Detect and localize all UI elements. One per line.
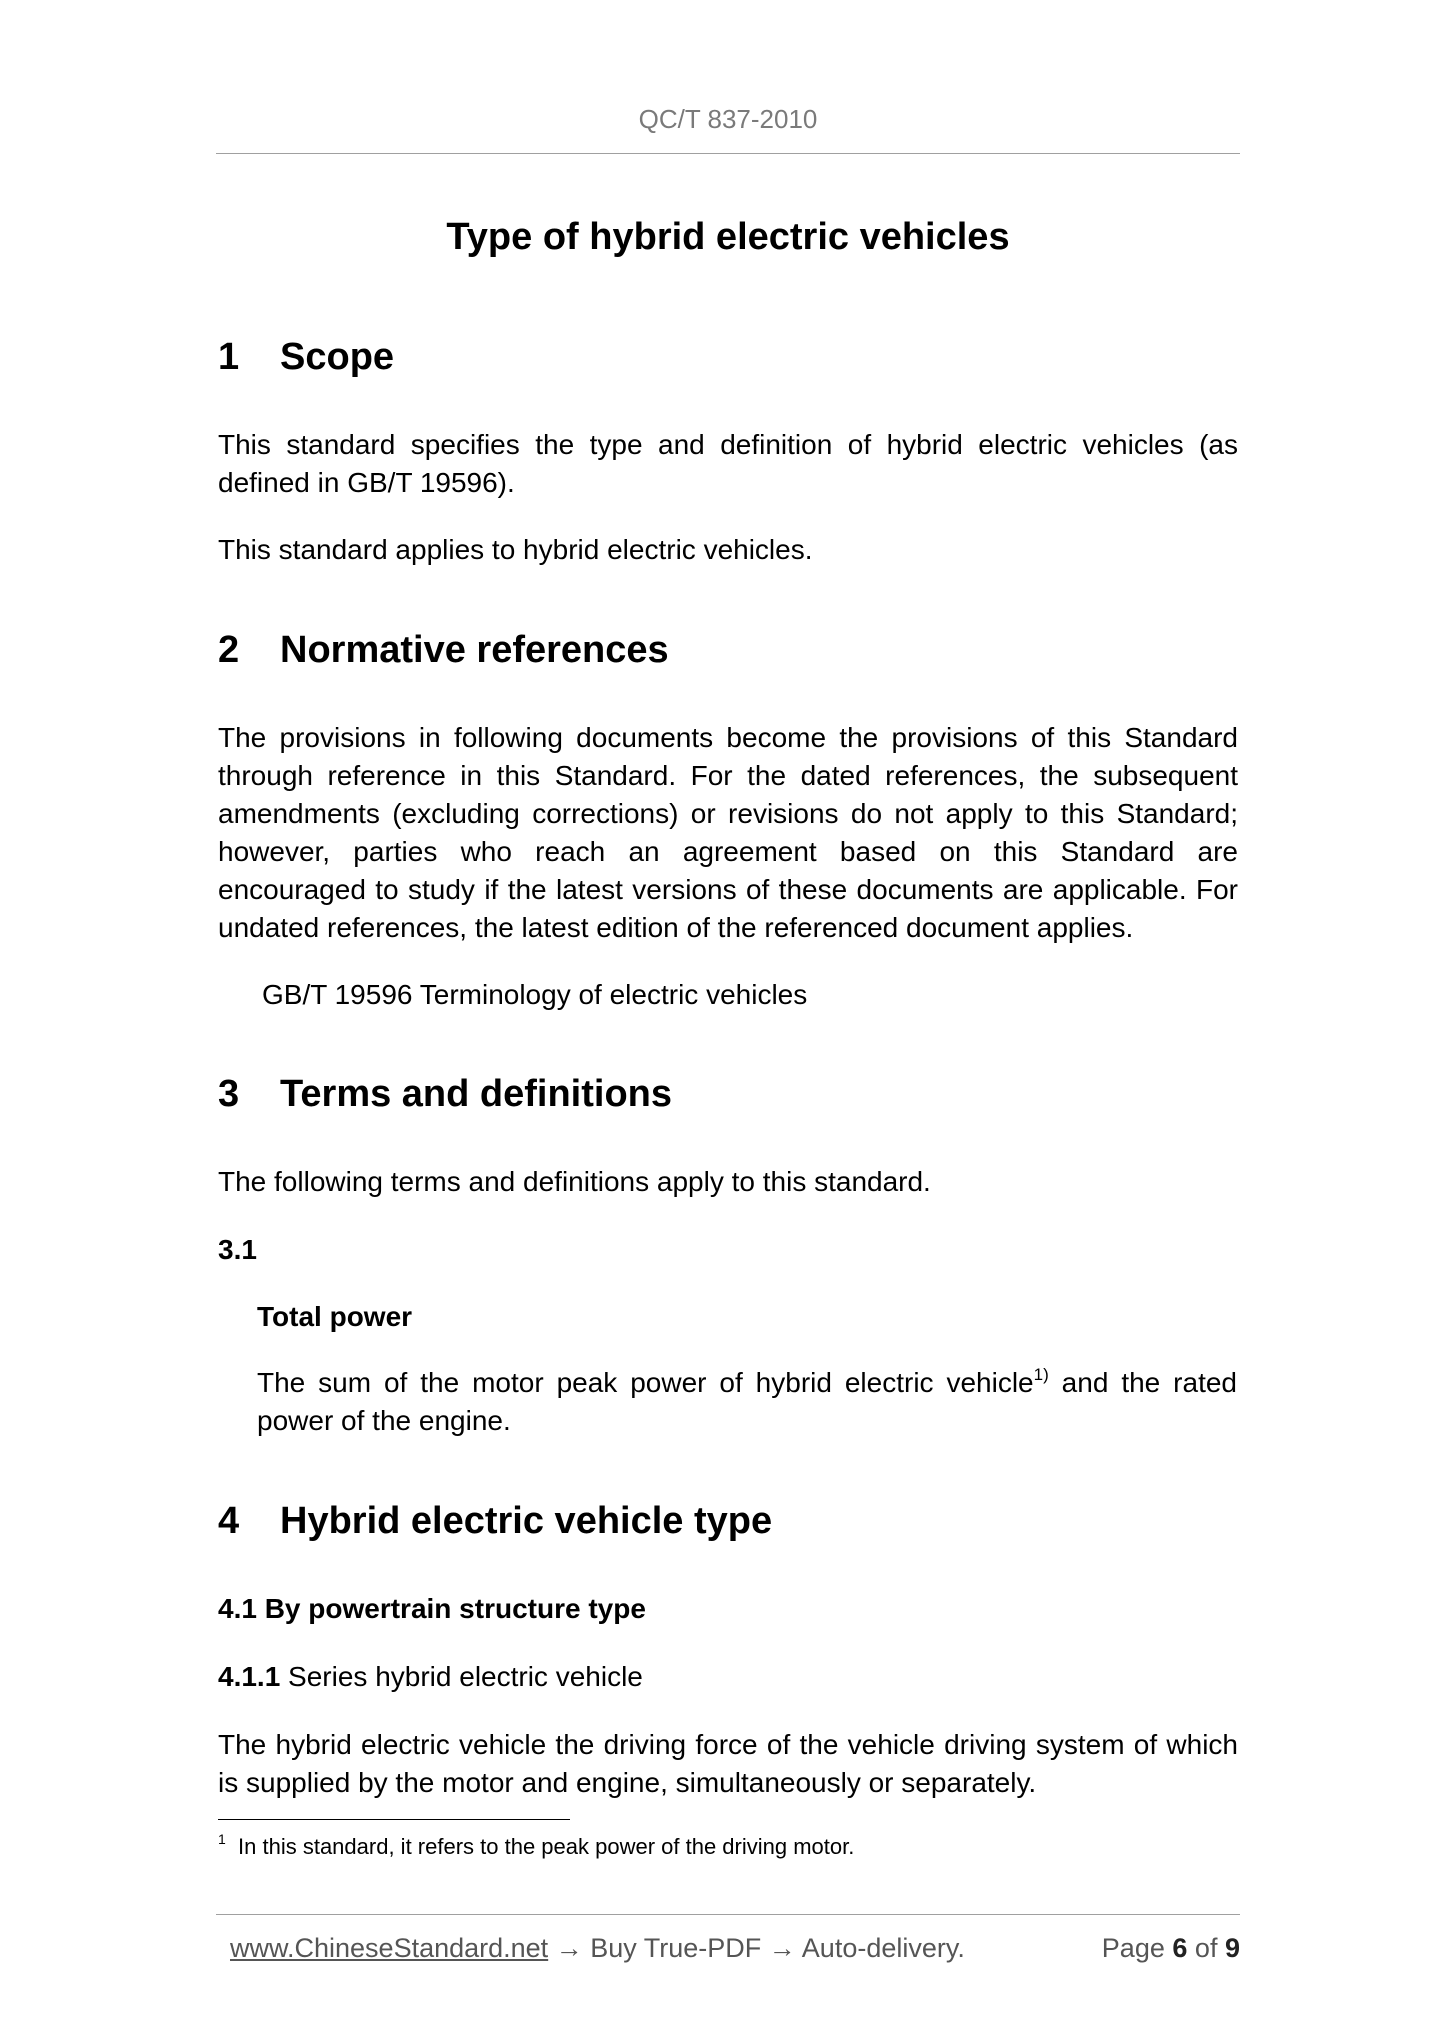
section-title: Normative references [280, 629, 669, 671]
page-indicator: Page 6 of 9 [1101, 1933, 1240, 1963]
section-title: Hybrid electric vehicle type [280, 1500, 773, 1542]
scope-paragraph-2: This standard applies to hybrid electric vehicles. [218, 534, 813, 565]
total-pages: 9 [1224, 1933, 1240, 1963]
section-4-heading [218, 1500, 772, 1543]
footer-promo [230, 1933, 965, 1964]
section-number: 1 [218, 336, 240, 378]
buy-pdf-text: Buy True-PDF [590, 1933, 762, 1963]
footer-divider [216, 1914, 1240, 1915]
reference-item: GB/T 19596 Terminology of electric vehicles [262, 979, 808, 1010]
scope-paragraph-1: This standard specifies the type and definition of hybrid electric vehicles (as defined in GB/T 19596). [218, 429, 1238, 498]
section-1-heading [218, 336, 394, 379]
current-page: 6 [1172, 1933, 1188, 1963]
section-number: 3 [218, 1073, 240, 1115]
arrow-right-icon: → [768, 1933, 796, 1963]
section-title: Terms and definitions [280, 1073, 673, 1115]
references-paragraph: The provisions in following documents become the provisions of this Standard through reference in this Standard. For the dated references, the subsequent amendments (excluding corrections) or revisions do not apply to this Standard; however, parties who reach an agreement based on this Standard are encouraged to study if the latest versions of these documents are applicable. For undated references, the latest edition of the referenced document applies. [218, 722, 1238, 943]
document-title: Type of hybrid electric vehicles [446, 216, 1010, 258]
footnote-reference: 1) [1033, 1364, 1049, 1384]
series-hybrid-definition: The hybrid electric vehicle the driving force of the vehicle driving system of which is supplied by the motor and engine, simultaneously or separately. [218, 1729, 1238, 1798]
footnote-divider [218, 1819, 570, 1820]
footnote-mark: 1 [218, 1830, 226, 1847]
subsection-heading: 4.1 By powertrain structure type [218, 1593, 646, 1624]
arrow-right-icon: → [555, 1933, 583, 1963]
footnote: $^1$ In this standard, it refers to the peak power of the driving motor. [218, 1830, 855, 1859]
section-title: Scope [280, 336, 395, 378]
section-2-heading [218, 629, 669, 672]
subsubsection-heading: 4.1.1 Series hybrid electric vehicle [218, 1661, 643, 1692]
terms-intro: The following terms and definitions apply to this standard. [218, 1166, 931, 1197]
clause-number: 3.1 [218, 1234, 257, 1265]
auto-delivery-text: Auto-delivery. [801, 1933, 965, 1963]
section-number: 4 [218, 1500, 240, 1542]
page-header: QC/T 837-2010 [638, 104, 818, 134]
section-number: 2 [218, 629, 240, 671]
website-link[interactable]: www.ChineseStandard.net [230, 1933, 549, 1963]
term-title: Total power [257, 1301, 413, 1332]
term-definition: The sum of the motor peak power of hybrid electric vehicle$^{1)}$ and the rated power of the engine. [257, 1364, 1237, 1436]
header-divider [216, 153, 1240, 154]
section-3-heading [218, 1073, 672, 1116]
